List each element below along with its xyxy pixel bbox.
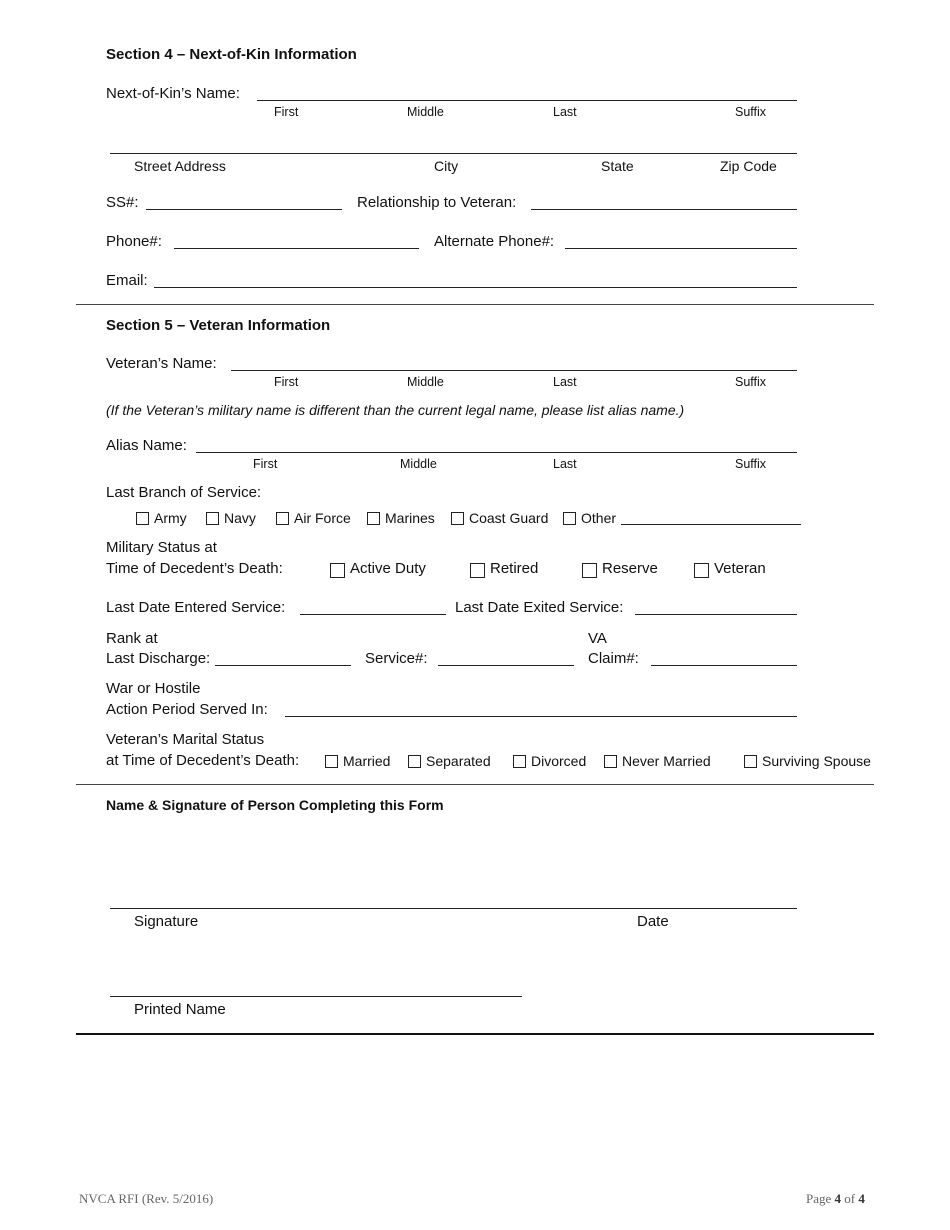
page-number (806, 1191, 865, 1207)
war-label-line-1: War or Hostile (106, 680, 201, 697)
entered-service-field[interactable] (300, 614, 446, 615)
other-branch-field[interactable] (621, 524, 801, 525)
marines-checkbox[interactable] (367, 512, 380, 525)
rank-label-line-1: Rank at (106, 630, 158, 647)
alias-note: (If the Veteran’s military name is different than the current legal name, please list alias name.) (106, 402, 685, 418)
veteran-checkbox[interactable] (694, 563, 709, 578)
page-prefix: Page (806, 1191, 832, 1206)
nok-alt-phone-field[interactable] (565, 248, 797, 249)
marital-label-line-1: Veteran’s Marital Status (106, 731, 265, 748)
reserve-label: Reserve (602, 560, 658, 577)
alias-last-sublabel: Last (553, 457, 577, 471)
printed-name-field[interactable] (110, 996, 522, 997)
form-id: NVCA RFI (Rev. 5/2016) (79, 1191, 214, 1206)
alias-name-field[interactable] (196, 452, 797, 453)
date-label: Date (637, 913, 669, 930)
printed-name-label: Printed Name (134, 1001, 226, 1018)
exited-service-label: Last Date Exited Service: (455, 599, 624, 616)
page-total: 4 (858, 1191, 865, 1206)
branch-label: Last Branch of Service: (106, 484, 262, 501)
section-4-heading: Section 4 – Next-of-Kin Information (106, 46, 357, 63)
vet-last-sublabel: Last (553, 375, 577, 389)
alias-suffix-sublabel: Suffix (735, 457, 767, 471)
married-checkbox[interactable] (325, 755, 338, 768)
page-of: of (844, 1191, 856, 1206)
nok-last-sublabel: Last (553, 105, 577, 119)
nok-zip-sublabel: Zip Code (720, 158, 777, 174)
veteran-label: Veteran (714, 560, 766, 577)
nok-phone-field[interactable] (174, 248, 419, 249)
surviving-spouse-label: Surviving Spouse (762, 753, 871, 769)
air-force-checkbox[interactable] (276, 512, 289, 525)
alias-first-sublabel: First (253, 457, 278, 471)
nok-ss-label: SS#: (106, 194, 139, 211)
service-number-label: Service#: (365, 650, 428, 667)
section-divider (76, 304, 874, 305)
section-5-heading: Section 5 – Veteran Information (106, 317, 331, 334)
separated-checkbox[interactable] (408, 755, 421, 768)
signature-field[interactable] (110, 908, 797, 909)
surviving-spouse-checkbox[interactable] (744, 755, 757, 768)
war-label-line-2: Action Period Served In: (106, 701, 268, 718)
marines-label: Marines (385, 510, 435, 526)
marital-label-line-2: at Time of Decedent’s Death: (106, 752, 300, 769)
nok-phone-label: Phone#: (106, 233, 162, 250)
separated-label: Separated (426, 753, 491, 769)
signature-label: Signature (134, 913, 199, 930)
coast-guard-checkbox[interactable] (451, 512, 464, 525)
divorced-checkbox[interactable] (513, 755, 526, 768)
signature-heading: Name & Signature of Person Completing this Form (106, 797, 444, 813)
active-duty-label: Active Duty (350, 560, 426, 577)
nok-email-label: Email: (106, 272, 148, 289)
navy-checkbox[interactable] (206, 512, 219, 525)
divorced-label: Divorced (531, 753, 587, 769)
nok-suffix-sublabel: Suffix (735, 105, 767, 119)
page-current: 4 (834, 1191, 842, 1206)
vet-middle-sublabel: Middle (407, 375, 444, 389)
rank-field[interactable] (215, 665, 351, 666)
never-married-label: Never Married (622, 753, 711, 769)
nok-middle-sublabel: Middle (407, 105, 444, 119)
status-label-line-2: Time of Decedent’s Death: (106, 560, 283, 577)
alias-name-label: Alias Name: (106, 437, 187, 454)
retired-checkbox[interactable] (470, 563, 485, 578)
war-period-field[interactable] (285, 716, 797, 717)
veteran-name-label: Veteran’s Name: (106, 355, 217, 372)
form-end-rule (76, 1033, 874, 1035)
nok-street-sublabel: Street Address (134, 158, 226, 174)
army-label: Army (154, 510, 187, 526)
va-label-line-2: Claim#: (588, 650, 639, 667)
status-label-line-1: Military Status at (106, 539, 217, 556)
active-duty-checkbox[interactable] (330, 563, 345, 578)
veteran-name-field[interactable] (231, 370, 797, 371)
entered-service-label: Last Date Entered Service: (106, 599, 286, 616)
reserve-checkbox[interactable] (582, 563, 597, 578)
navy-label: Navy (224, 510, 256, 526)
married-label: Married (343, 753, 391, 769)
nok-alt-phone-label: Alternate Phone#: (434, 233, 555, 250)
nok-first-sublabel: First (274, 105, 299, 119)
army-checkbox[interactable] (136, 512, 149, 525)
other-checkbox[interactable] (563, 512, 576, 525)
service-number-field[interactable] (438, 665, 574, 666)
never-married-checkbox[interactable] (604, 755, 617, 768)
coast-guard-label: Coast Guard (469, 510, 549, 526)
alias-middle-sublabel: Middle (400, 457, 437, 471)
retired-label: Retired (490, 560, 539, 577)
other-label: Other (581, 510, 617, 526)
nok-ss-field[interactable] (146, 209, 342, 210)
va-claim-field[interactable] (651, 665, 797, 666)
rank-label-line-2: Last Discharge: (106, 650, 211, 667)
section-divider (76, 784, 874, 785)
relationship-label: Relationship to Veteran: (357, 194, 517, 211)
va-label-line-1: VA (588, 630, 607, 647)
exited-service-field[interactable] (635, 614, 797, 615)
vet-suffix-sublabel: Suffix (735, 375, 767, 389)
nok-city-sublabel: City (434, 158, 459, 174)
nok-address-field[interactable] (110, 153, 797, 154)
relationship-field[interactable] (531, 209, 797, 210)
nok-state-sublabel: State (601, 158, 634, 174)
next-of-kin-name-field[interactable] (257, 100, 797, 101)
next-of-kin-name-label: Next-of-Kin’s Name: (106, 85, 240, 102)
vet-first-sublabel: First (274, 375, 299, 389)
air-force-label: Air Force (294, 510, 351, 526)
nok-email-field[interactable] (154, 287, 797, 288)
